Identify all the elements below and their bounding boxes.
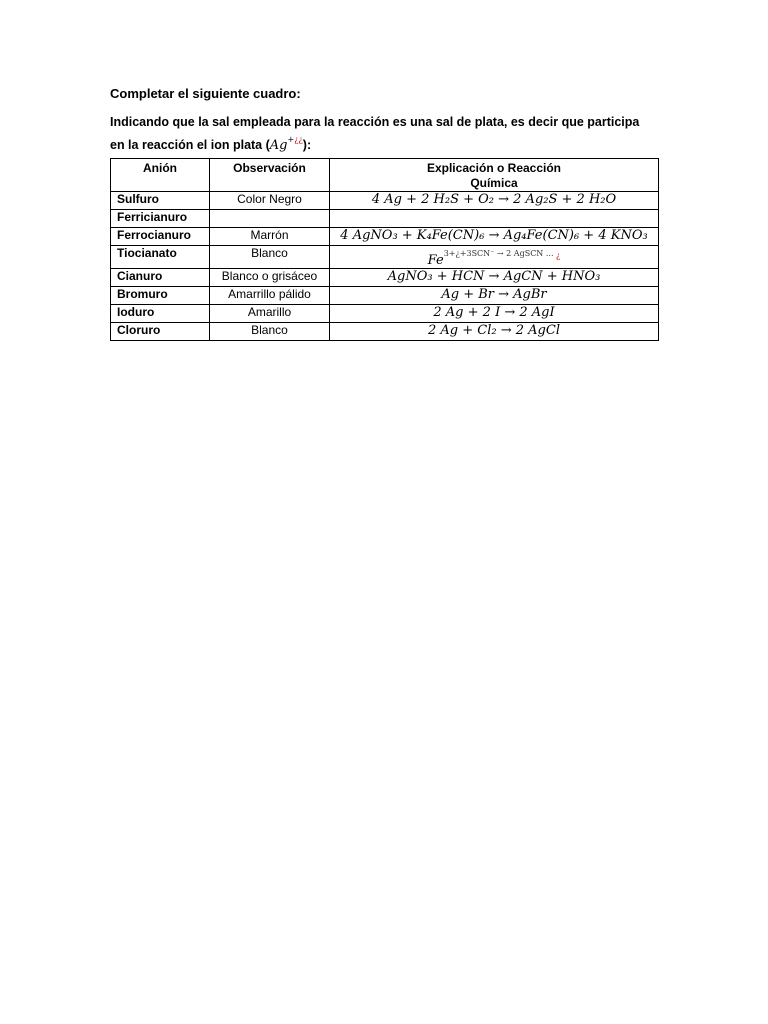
table-header-row bbox=[111, 159, 659, 192]
table-row bbox=[111, 269, 659, 287]
cell-anion: Bromuro bbox=[111, 287, 210, 305]
table-row bbox=[111, 210, 659, 228]
intro-text-after: ): bbox=[302, 138, 312, 152]
cell-anion: Ioduro bbox=[111, 305, 210, 323]
cell-reaccion: AgNO₃ + HCN → AgCN + HNO₃ bbox=[330, 269, 659, 287]
cell-observacion: Blanco o grisáceo bbox=[210, 269, 330, 287]
table-row bbox=[111, 228, 659, 246]
cell-reaccion: 4 Ag + 2 H₂S + O₂ → 2 Ag₂S + 2 H₂O bbox=[330, 192, 659, 210]
header-reaccion-line2: Química bbox=[470, 176, 518, 190]
silver-ion-charge: + bbox=[287, 135, 295, 144]
cell-anion: Sulfuro bbox=[111, 192, 210, 210]
cell-observacion: Blanco bbox=[210, 246, 330, 269]
cell-anion: Ferrocianuro bbox=[111, 228, 210, 246]
table-row bbox=[111, 287, 659, 305]
cell-anion: Ferricianuro bbox=[111, 210, 210, 228]
cell-observacion: Blanco bbox=[210, 323, 330, 341]
table-row bbox=[111, 305, 659, 323]
cell-reaccion: Ag + Br → AgBr bbox=[330, 287, 659, 305]
header-observacion: Observación bbox=[210, 159, 330, 192]
cell-observacion: Amarrillo pálido bbox=[210, 287, 330, 305]
cell-observacion bbox=[210, 210, 330, 228]
cell-reaccion: 2 Ag + 2 I → 2 AgI bbox=[330, 305, 659, 323]
cell-observacion: Marrón bbox=[210, 228, 330, 246]
document-heading: Completar el siguiente cuadro: bbox=[110, 86, 301, 101]
silver-ion-formula bbox=[269, 135, 303, 153]
reaccion-base: Fe bbox=[427, 253, 444, 268]
table-row bbox=[111, 323, 659, 341]
reaccion-error-mark: ¿ bbox=[556, 251, 561, 260]
header-anion: Anión bbox=[111, 159, 210, 192]
cell-observacion: Amarillo bbox=[210, 305, 330, 323]
silver-ion-error-mark: ¿¿ bbox=[294, 135, 303, 144]
header-reaccion bbox=[330, 159, 659, 192]
cell-observacion: Color Negro bbox=[210, 192, 330, 210]
table-row bbox=[111, 246, 659, 269]
cell-anion: Cloruro bbox=[111, 323, 210, 341]
cell-reaccion: 2 Ag + Cl₂ → 2 AgCl bbox=[330, 323, 659, 341]
header-reaccion-line1: Explicación o Reacción bbox=[426, 161, 562, 175]
cell-reaccion bbox=[330, 210, 659, 228]
cell-reaccion: 4 AgNO₃ + K₄Fe(CN)₆ → Ag₄Fe(CN)₆ + 4 KNO₃ bbox=[330, 228, 659, 246]
silver-ion-base: Ag bbox=[269, 138, 288, 153]
table-row bbox=[111, 192, 659, 210]
cell-anion: Cianuro bbox=[111, 269, 210, 287]
cell-reaccion bbox=[330, 246, 659, 269]
anion-table bbox=[110, 158, 659, 341]
intro-text-before: Indicando que la sal empleada para la reacción es una sal de plata, es decir que participa en la reacción el ion plata ( bbox=[110, 115, 640, 152]
reaccion-superscript: 3+¿+3SCN⁻ → 2 AgSCN ... bbox=[443, 249, 557, 258]
intro-paragraph bbox=[110, 113, 655, 155]
cell-anion: Tiocianato bbox=[111, 246, 210, 269]
